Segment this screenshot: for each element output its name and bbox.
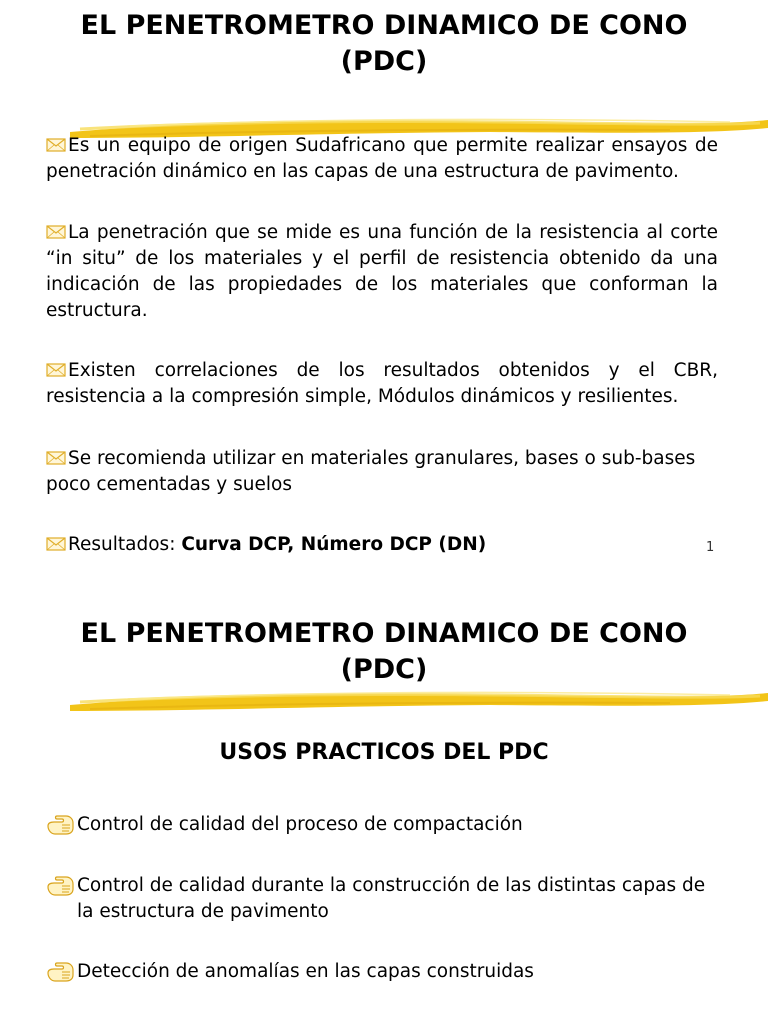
slide-title — [0, 616, 768, 688]
envelope-icon — [46, 138, 66, 152]
results-label: Resultados: — [68, 534, 182, 555]
title-line-2: (PDC) — [340, 654, 428, 685]
bullet-text: La penetración que se mide es una función de la resistencia al corte “in situ” de los materiales y el perfil de resistencia obtenido da una indicación de las propiedades de los materiales que conforman la estructura. — [46, 222, 718, 321]
section-subtitle: USOS PRACTICOS DEL PDC — [219, 740, 549, 765]
pointing-hand-icon — [46, 815, 76, 835]
use-item-1 — [46, 812, 726, 838]
results-paragraph — [46, 532, 718, 558]
pointing-hand-icon — [46, 962, 76, 982]
bullet-text: Es un equipo de origen Sudafricano que permite realizar ensayos de penetración dinámico en las capas de una estructura de pavimento. — [46, 135, 718, 182]
bullet-paragraph-2 — [46, 220, 718, 324]
results-value: Curva DCP, Número DCP (DN) — [181, 534, 487, 555]
use-item-text: Control de calidad del proceso de compactación — [77, 814, 523, 835]
slide-2 — [0, 575, 768, 1024]
bullet-paragraph-3 — [46, 358, 718, 410]
pointing-hand-icon — [46, 876, 76, 896]
bullet-text: Existen correlaciones de los resultados obtenidos y el CBR, resistencia a la compresión simple, Módulos dinámicos y resilientes. — [46, 360, 718, 407]
brush-stroke-divider — [70, 687, 768, 713]
title-line-1: EL PENETROMETRO DINAMICO DE CONO — [80, 618, 688, 649]
envelope-icon — [46, 363, 66, 377]
envelope-icon — [46, 225, 66, 239]
bullet-paragraph-1 — [46, 133, 718, 185]
envelope-icon — [46, 537, 66, 551]
use-item-text: Control de calidad durante la construcción de las distintas capas de la estructura de pavimento — [77, 875, 706, 922]
use-item-3 — [46, 959, 726, 985]
bullet-text: Se recomienda utilizar en materiales granulares, bases o sub-bases poco cementadas y suelos — [46, 448, 696, 495]
use-item-text: Detección de anomalías en las capas construidas — [77, 961, 534, 982]
slide-title — [0, 8, 768, 80]
bullet-paragraph-4 — [46, 446, 718, 498]
title-line-2: (PDC) — [340, 46, 428, 77]
page-number: 1 — [706, 540, 715, 555]
use-item-2 — [46, 873, 726, 925]
title-line-1: EL PENETROMETRO DINAMICO DE CONO — [80, 10, 688, 41]
envelope-icon — [46, 451, 66, 465]
